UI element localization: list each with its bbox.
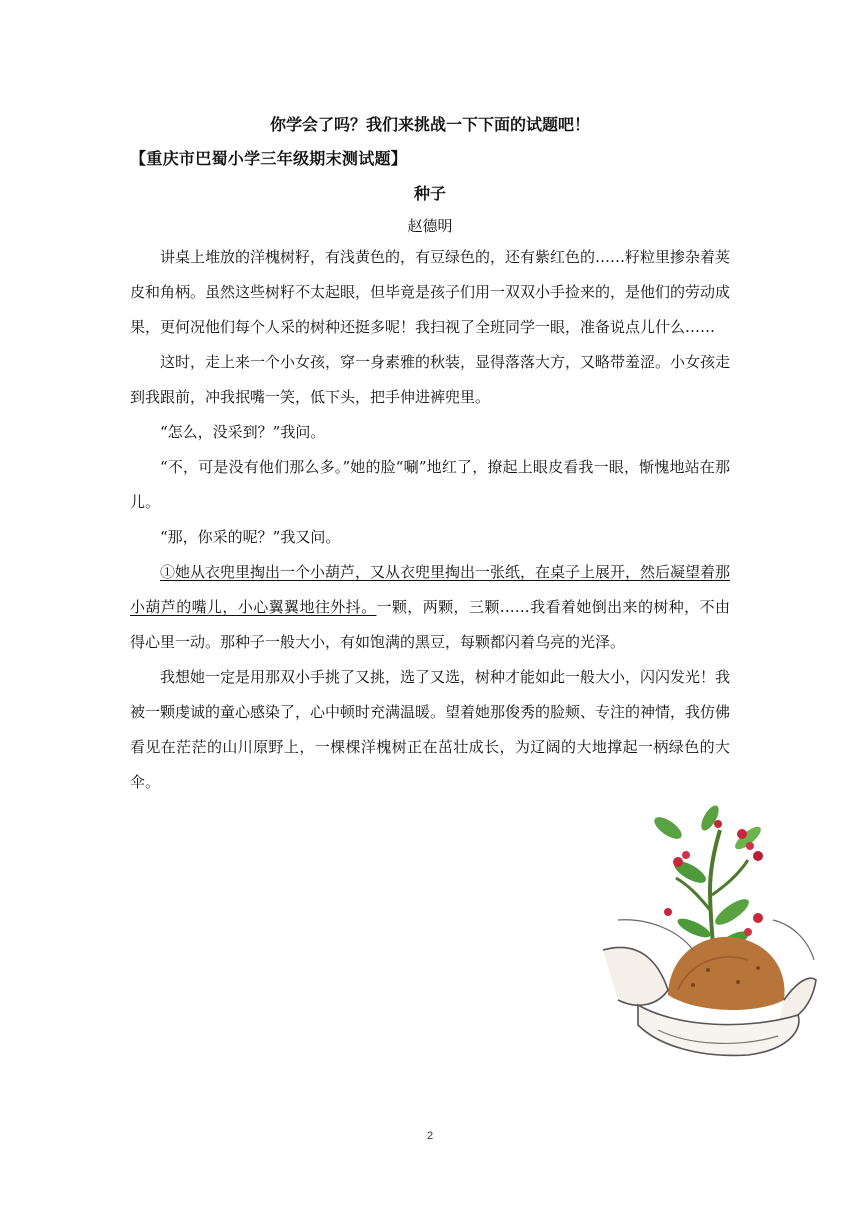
paragraph-6 <box>130 555 730 660</box>
paragraph-5: “那，你采的呢？”我又问。 <box>160 528 341 546</box>
paragraph-7: 我想她一定是用那双小手挑了又挑，选了又选，树种才能如此一般大小，闪闪发光！我被一颗虔诚的童心感染了，心中顿时充满温暖。望着她那俊秀的脸颊、专注的神情，我仿佛看见在茫茫的山川原野上，一棵棵洋槐树正在茁壮成长，为辽阔的大地撑起一柄绿色的大伞。 <box>130 668 731 791</box>
article-author: 赵德明 <box>407 217 453 235</box>
article-body <box>130 240 730 800</box>
exam-source-label: 【重庆市巴蜀小学三年级期末测试题】 <box>130 149 408 168</box>
paragraph-1: 讲桌上堆放的洋槐树籽，有浅黄色的，有豆绿色的，还有紫红色的……籽粒里掺杂着荚皮和角柄。虽然这些树籽不太起眼，但毕竟是孩子们用一双双小手捡来的，是他们的劳动成果，更何况他们每个人采的树种还挺多呢！我扫视了全班同学一眼，准备说点儿什么…… <box>130 248 731 336</box>
underlined-sentence-1: ①她从衣兜里掏出一个小葫芦，又从衣兜里掏出一张纸，在桌子上展开，然后凝望着那小葫芦的嘴儿，小心翼翼地往外抖。 <box>130 563 731 616</box>
paragraph-2: 这时，走上来一个小女孩，穿一身素雅的秋装，显得落落大方，又略带羞涩。小女孩走到我跟前，冲我抿嘴一笑，低下头，把手伸进裤兜里。 <box>130 353 731 406</box>
paragraph-4: “不，可是没有他们那么多。”她的脸“唰”地红了，撩起上眼皮看我一眼，惭愧地站在那儿。 <box>130 458 730 511</box>
paragraph-6-rest: 一颗，两颗，三颗……我看着她倒出来的树种，不由得心里一动。那种子一般大小，有如饱满的黑豆，每颗都闪着乌亮的光泽。 <box>130 598 730 651</box>
hands-holding-seedling-icon <box>598 800 818 1062</box>
exercise-heading: 你学会了吗？我们来挑战一下下面的试题吧！ <box>269 115 590 134</box>
page-number: 2 <box>426 1130 434 1142</box>
article-title: 种子 <box>413 184 446 203</box>
paragraph-3: “怎么，没采到？”我问。 <box>160 423 326 441</box>
